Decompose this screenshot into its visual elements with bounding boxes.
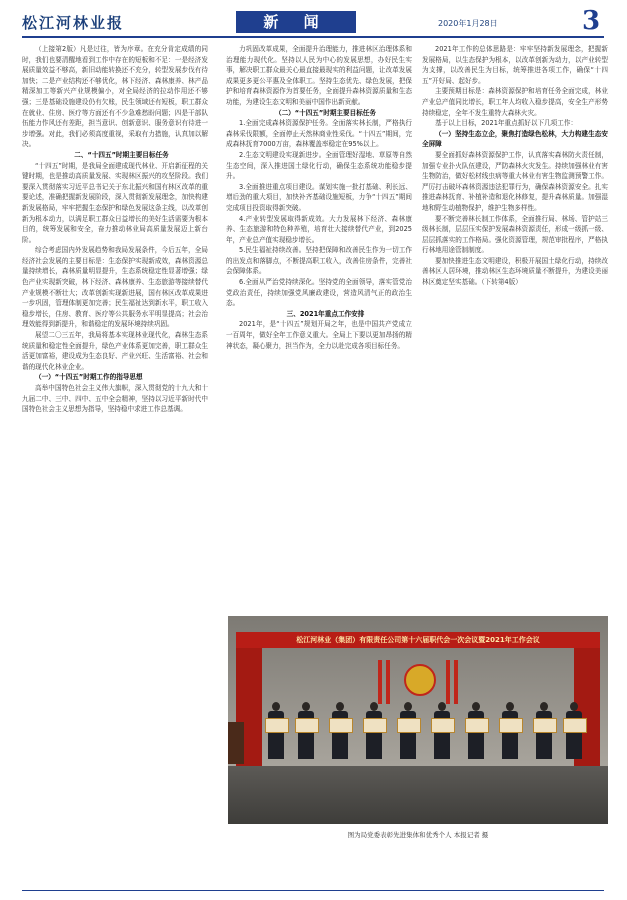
paragraph: 基于以上目标，2021年重点抓好以下几项工作： (435, 119, 578, 128)
paragraph: 要加快推进生态文明建设，积极开展国土绿化行动，持续改善林区人居环境，推动林区生态环境质量不断提升，为建设美丽林区奠定坚实基础。（下转第4版） (422, 256, 608, 287)
masthead (0, 0, 627, 34)
paragraph: 3.全面推进重点项目建设。谋划实施一批打基础、利长远、增后劲的重大项目，加快补齐基础设施短板，力争“十四五”期间完成项目投资取得新突破。 (226, 182, 412, 212)
paragraph: 展望二〇三五年，我局将基本实现林业现代化，森林生态系统质量和稳定性全面提升，绿色产业体系更加完善，职工群众生活更加富裕，建设成为生态良好、产业兴旺、生活富裕、社会和谐的现代化林业企业。 (22, 331, 208, 371)
awardee (434, 702, 450, 759)
article-column-1 (22, 44, 208, 896)
party-emblem (404, 664, 436, 696)
awardee (332, 702, 348, 759)
meeting-banner: 松江河林业（集团）有限责任公司第十六届职代会一次会议暨2021年工作会议 (236, 632, 600, 648)
awardee (566, 702, 582, 759)
paper-name: 松江河林业报 (22, 14, 125, 32)
issue-date: 2020年1月28日 (438, 19, 498, 28)
page-number: 3 (582, 6, 601, 36)
red-flag (446, 660, 450, 704)
podium (228, 722, 244, 764)
paragraph: 要不断完善林长制工作体系，全面推行局、林场、管护站三级林长制，层层压实保护发展森林资源责任，形成一级抓一级、层层抓落实的工作格局。强化资源管理，规范审批程序，严格执行林地用途管制制度。 (422, 214, 608, 255)
masthead-rule (22, 36, 604, 38)
red-flag (378, 660, 382, 704)
article-column-3 (422, 44, 608, 599)
footer-rule (22, 890, 604, 891)
section-heading: 二、“十四五”时期主要目标任务 (74, 150, 169, 159)
awardee (298, 702, 314, 759)
paragraph: 高举中国特色社会主义伟大旗帜，深入贯彻党的十九大和十九届二中、三中、四中、五中全会精神，坚持以习近平新时代中国特色社会主义思想为指导，坚持稳中求进工作总基调。 (22, 384, 208, 414)
award-ceremony-photo (228, 616, 608, 824)
paragraph: 1.全面完成森林资源保护任务。全面落实林长制，严格执行森林采伐限额，全面停止天然林商业性采伐。“十四五”期间，完成森林抚育7000万亩，森林覆盖率稳定在95%以上。 (226, 119, 412, 149)
paragraph: 4.产业转型发展取得新成效。大力发展林下经济、森林康养、生态旅游和特色种养殖，培育壮大接续替代产业，到2025年，产业总产值实现稳步增长。 (226, 214, 412, 244)
subsection-heading: （一）“十四五”时期工作的指导思想 (35, 373, 143, 382)
section-tab: 新 闻 (236, 11, 356, 33)
paragraph: 5.民生福祉持续改善。坚持把保障和改善民生作为一切工作的出发点和落脚点，不断提高职工收入，改善住房条件，完善社会保障体系。 (226, 246, 412, 276)
red-flag (454, 660, 458, 704)
paragraph: 要全面抓好森林资源保护工作，认真落实森林防火责任制，加强专业扑火队伍建设，严防森林火灾发生。持续加强林业有害生物防治，做好松材线虫病等重大林业有害生物监测预警工作。严厉打击破坏森林资源违法犯罪行为，确保森林资源安全。扎实推进森林抚育、补植补造和退化林修复，提升森林质量。加强湿地和野生动植物保护，维护生物多样性。 (422, 150, 608, 212)
red-flag (386, 660, 390, 704)
awardee (400, 702, 416, 759)
paragraph: 综合考虑国内外发展趋势和我局发展条件，今后五年，全局经济社会发展的主要目标是：生态保护实现新成效，森林资源总量持续增长，森林质量明显提升，生态系统稳定性显著增强；绿色产业实现新突破，林下经济、森林康养、生态旅游等接续替代产业规模不断壮大；改革创新实现新进展，国有林区改革成果进一步巩固，管理体制更加完善；民生福祉达到新水平，职工收入稳步增长，住房、教育、医疗等公共服务水平明显提高；社会治理效能得到新提升，和谐稳定的发展环境持续巩固。 (22, 246, 208, 329)
awardee (502, 702, 518, 759)
paragraph: 主要预期目标是：森林资源保护和培育任务全面完成，林业产业总产值同比增长，职工年人均收入稳步提高，安全生产形势持续稳定，全年不发生重特大森林火灾。 (422, 87, 608, 117)
paragraph: 力巩固改革成果，全面提升治理能力，推进林区治理体系和治理能力现代化。坚持以人民为中心的发展思想，办好民生实事，解决职工群众最关心最直接最现实的利益问题，让改革发展成果更多更公平惠及全体职工。坚持生态优先、绿色发展，把保护和培育森林资源作为首要任务，全面提升森林资源质量和生态功能，为建设生态文明和美丽中国作出新贡献。 (226, 45, 412, 106)
paragraph: “十四五”时期，是我局全面建成现代林业、开启新征程的关键时期，也是推动高质量发展、实现林区振兴的攻坚阶段。我们要深入贯彻落实习近平总书记关于东北振兴和国有林区改革的重要论述，准确把握新发展阶段，深入贯彻新发展理念，加快构建新发展格局，牢牢把握生态保护和绿色发展这条主线，以改革创新为根本动力，以满足职工群众日益增长的美好生活需要为根本目的，统筹发展和安全，奋力推动林业局高质量发展迈上新台阶。 (22, 161, 208, 244)
paragraph: 2021年工作的总体思路是：牢牢坚持新发展理念，把握新发展格局，以生态保护为根本，以改革创新为动力，以产业转型为支撑，以改善民生为目标，统筹推进各项工作，确保“十四五”开好局、起好步。 (422, 45, 608, 85)
subsection-heading: （一）坚持生态立企，聚焦打造绿色松林，大力构建生态安全屏障 (422, 129, 608, 149)
subsection-heading: （二）“十四五”时期主要目标任务 (275, 108, 376, 117)
awardee (268, 702, 284, 759)
paragraph: （上接第2版）凡是过往，皆为序章。在充分肯定成绩的同时，我们也要清醒地看到工作中存在的短板和不足：一是经济发展质量效益不够高，新旧动能转换还不充分，转型发展步伐有待加快；二是产业结构还不够优化，林下经济、森林康养、林产品精深加工等新兴产业规模偏小，对全局经济的拉动作用还不够强；三是基础设施建设仍有欠账，民生领域还有短板，职工群众在就业、住房、医疗等方面还有不少急难愁盼问题；四是干部队伍能力作风还有差距，担当意识、创新意识、服务意识有待进一步增强。对此，我们必须高度重视，采取有力措施，认真加以解决。 (22, 45, 208, 149)
photo-caption: 图为局党委表彰先进集体和优秀个人 本报记者 摄 (347, 831, 489, 839)
awardee (468, 702, 484, 759)
stage-floor (228, 766, 608, 824)
awardee (366, 702, 382, 759)
awardee (536, 702, 552, 759)
section-heading: 三、2021年重点工作安排 (286, 309, 365, 318)
paragraph: 2.生态文明建设实现新进步。全面管理好湿地、草原等自然生态空间，深入推进国土绿化行动，确保生态系统功能稳步提升。 (226, 150, 412, 181)
article-column-2 (226, 44, 412, 599)
paragraph: 2021年，是“十四五”规划开局之年，也是中国共产党成立一百周年，做好全年工作意义重大。全局上下要以更加昂扬的精神状态，凝心聚力，担当作为，全力以赴完成各项目标任务。 (226, 320, 412, 350)
paragraph: 6.全面从严治党持续深化。坚持党的全面领导，落实管党治党政治责任，持续加强党风廉政建设，营造风清气正的政治生态。 (226, 278, 412, 308)
